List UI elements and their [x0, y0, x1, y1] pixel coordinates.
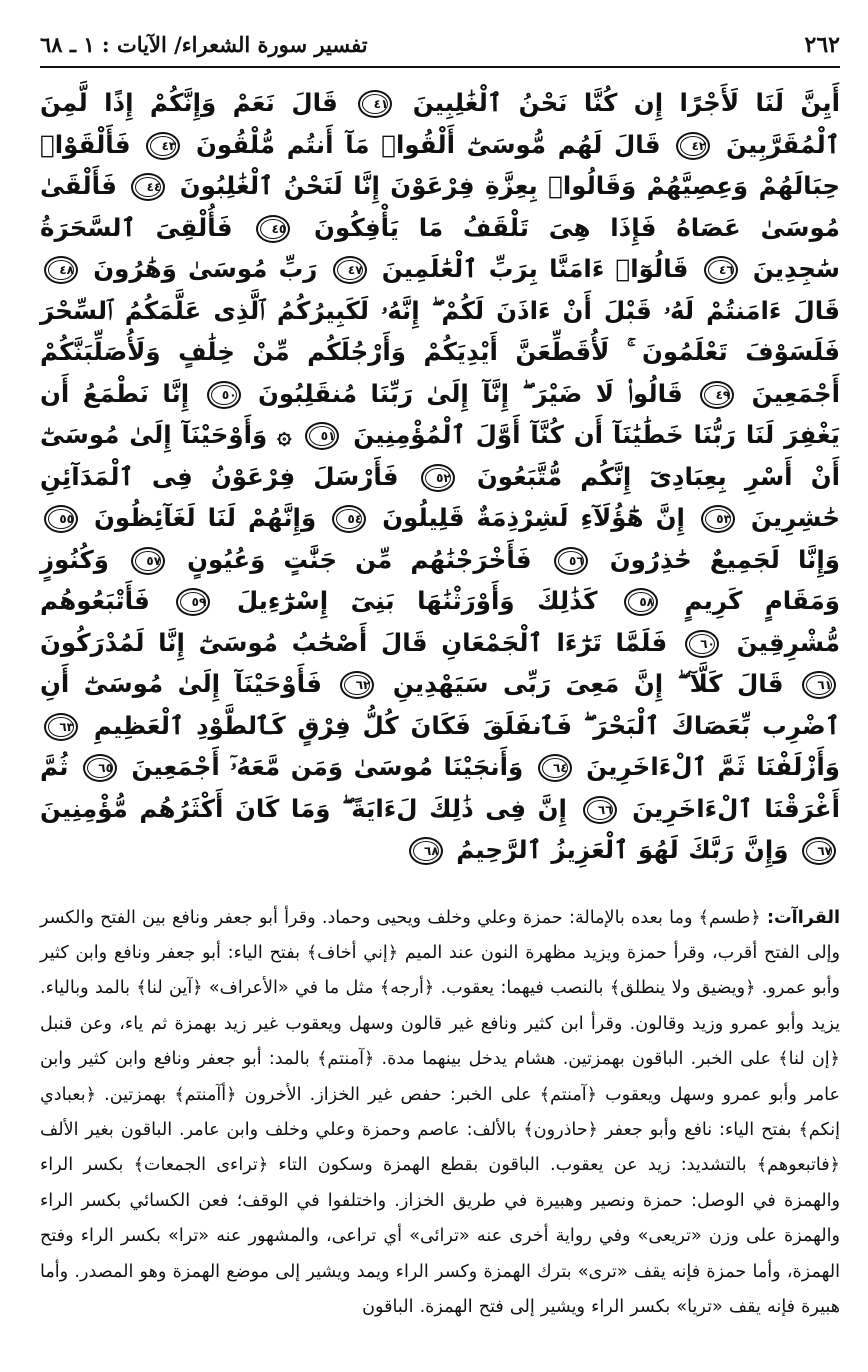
ayah-end-marker-icon: ٥٣	[701, 505, 735, 533]
ayah-end-marker-icon: ٤١	[358, 90, 392, 118]
ayah-text: ثُمَّ أَغْرَقْنَا ٱلْءَاخَرِينَ	[40, 752, 840, 823]
ayah-text: كَذَٰلِكَ وَأَوْرَثْنَٰهَا بَنِىٓ إِسْرَٰٓءِيلَ	[236, 586, 598, 615]
header-title: تفسير سورة الشعراء/ الآيات : ١ ـ ٦٨	[40, 32, 368, 57]
ayah-end-marker-icon: ٥١	[305, 422, 339, 450]
ayah-end-marker-icon: ٦٤	[538, 754, 572, 782]
ayah-text: قَالَ لَهُم مُّوسَىٰٓ أَلْقُوا۟ مَآ أَنتُم مُّلْقُونَ	[195, 129, 661, 159]
ayah-end-marker-icon: ٥٤	[332, 505, 366, 533]
ayah-end-marker-icon: ٤٥	[256, 215, 290, 243]
qiraat-label: القراآت:	[766, 907, 840, 928]
ayah-end-marker-icon: ٥٩	[176, 588, 210, 616]
qiraat-section	[40, 901, 840, 1326]
ayah-text: قَالَ نَعَمْ وَإِنَّكُمْ إِذًا لَّمِنَ ٱلْمُقَرَّبِينَ	[40, 88, 841, 159]
ayah-text: ۞ وَأَوْحَيْنَآ إِلَىٰ مُوسَىٰٓ أَنْ أَسْرِ بِعِبَادِىٓ إِنَّكُم مُّتَّبَعُونَ	[40, 420, 841, 491]
book-page	[40, 30, 840, 1340]
ayah-end-marker-icon: ٦٠	[685, 630, 719, 658]
ayah-text: وَإِنَّهُمْ لَنَا لَغَآئِظُونَ	[94, 503, 317, 532]
ayah-text: فَأَخْرَجْنَٰهُم مِّن جَنَّٰتٍ وَعُيُونٍ	[187, 544, 532, 574]
ayah-end-marker-icon: ٦٥	[83, 754, 117, 782]
ayah-text: وَأَزْلَفْنَا ثَمَّ ٱلْءَاخَرِينَ	[586, 752, 840, 781]
ayah-text: قَالُوٓا۟ ءَامَنَّا بِرَبِّ ٱلْعَٰلَمِينَ	[381, 254, 689, 283]
ayah-text: فَأُلْقِىَ ٱلسَّحَرَةُ سَٰجِدِينَ	[40, 212, 841, 283]
ayah-text: فَأَتْبَعُوهُم مُّشْرِقِينَ	[40, 586, 840, 657]
ayah-text: أَيِنَّ لَنَا لَأَجْرًا إِن كُنَّا نَحْنُ ٱلْغَٰلِبِينَ	[412, 88, 841, 117]
ayah-text: قَالَ كَلَّآ ۖ إِنَّ مَعِىَ رَبِّى سَيَهْدِينِ	[392, 669, 784, 698]
ayah-end-marker-icon: ٥٦	[554, 547, 588, 575]
quran-text	[40, 82, 840, 871]
running-header	[40, 30, 840, 68]
ayah-end-marker-icon: ٥٨	[624, 588, 658, 616]
ayah-end-marker-icon: ٦٢	[340, 671, 374, 699]
ayah-end-marker-icon: ٤٨	[44, 256, 78, 284]
ayah-end-marker-icon: ٤٣	[146, 132, 180, 160]
ayah-end-marker-icon: ٦٧	[802, 837, 836, 865]
ayah-end-marker-icon: ٦٦	[583, 796, 617, 824]
ayah-end-marker-icon: ٥٠	[207, 381, 241, 409]
ayah-end-marker-icon: ٥٥	[44, 505, 78, 533]
ayah-text: رَبِّ مُوسَىٰ وَهَٰرُونَ	[93, 254, 318, 283]
qiraat-paragraph: ﴿طسم﴾ وما بعده بالإمالة: حمزة وعلي وخلف ويحيى وحماد. وقرأ أبو جعفر ونافع بين الفتح والكسر وإلى الفتح أقرب، وقرأ حمزة ويزيد مظهرة النون عند الميم ﴿إني أخاف﴾ بفتح الياء: أبو جعفر ونافع وابن كثير وأبو عمرو. ﴿ويضيق ولا ينطلق﴾ بالنصب فيهما: يعقوب. ﴿أرجه﴾ مثل ما في «الأعراف» ﴿آين لنا﴾ بالمد وبالياء. يزيد وأبو عمرو وزيد وقالون. وقرأ ابن كثير ونافع غير قالون وسهل ويعقوب غير زيد بهمزة ثم ياء، وعن قنبل ﴿إن لنا﴾ على الخبر. الباقون بهمزتين. هشام يدخل بينهما مدة. ﴿آمنتم﴾ بالمد: أبو جعفر ونافع وابن كثير وابن عامر وأبو عمرو وسهل ويعقوب ﴿آمنتم﴾ على الخبر: حفص غير الخزاز. الأخرون ﴿أآمنتم﴾ بهمزتين. ﴿بعبادي إنكم﴾ بفتح الياء: نافع وأبو جعفر ﴿حاذرون﴾ بالألف: عاصم وحمزة وعلي وخلف وابن عامر. الباقون بغير الألف ﴿فاتبعوهم﴾ بالتشديد: زيد عن يعقوب. الباقون بقطع الهمزة وسكون التاء ﴿تراءى الجمعات﴾ بكسر الراء والهمزة في الوصل: حمزة ونصير وهبيرة في طريق الخزاز. واختلفوا في الوقف؛ فعن الكسائي بكسر الراء والهمزة على وزن «تريعى» وفي رواية أخرى عنه «ترائى» أي تراعى، والمشهور عنه «ترا» بكسر الراء وفتح الهمزة، وأما حمزة فإنه يقف «ترى» بترك الهمزة وكسر الراء ويمد ويشير إلى موضع الهمزة وهو المصدر. وأما هبيرة فإنه يقف «تريا» بكسر الراء ويشير إلى فتح الهمزة. الباقون	[40, 907, 840, 1317]
ayah-text: فَأَوْحَيْنَآ إِلَىٰ مُوسَىٰٓ أَنِ ٱضْرِب بِّعَصَاكَ ٱلْبَحْرَ ۖ فَٱنفَلَقَ فَكَانَ كُلُّ فِرْقٍ كَٱلطَّوْدِ ٱلْعَظِيمِ	[40, 669, 841, 740]
ayah-end-marker-icon: ٦٣	[44, 713, 78, 741]
ayah-text: وَإِنَّا لَجَمِيعٌ حَٰذِرُونَ	[609, 544, 840, 574]
ayah-text: فَأَلْقَىٰ مُوسَىٰ عَصَاهُ فَإِذَا هِىَ تَلْقَفُ مَا يَأْفِكُونَ	[40, 171, 840, 242]
ayah-text: فَأَرْسَلَ فِرْعَوْنُ فِى ٱلْمَدَآئِنِ حَٰشِرِينَ	[40, 461, 840, 532]
ayah-text: فَلَمَّا تَرَٰٓءَا ٱلْجَمْعَانِ قَالَ أَصْحَٰبُ مُوسَىٰٓ إِنَّا لَمُدْرَكُونَ	[40, 627, 668, 657]
ayah-end-marker-icon: ٤٩	[700, 381, 734, 409]
ayah-end-marker-icon: ٤٤	[131, 173, 165, 201]
ayah-text: وَإِنَّ رَبَّكَ لَهُوَ ٱلْعَزِيزُ ٱلرَّحِيمُ	[456, 835, 789, 864]
page-number: ٢٦٢	[804, 32, 840, 58]
ayah-text: إِنَّا نَطْمَعُ أَن يَغْفِرَ لَنَا رَبُّنَا خَطَٰيَٰنَآ أَن كُنَّآ أَوَّلَ ٱلْمُؤْمِنِينَ	[40, 378, 841, 449]
ayah-end-marker-icon: ٥٧	[131, 547, 165, 575]
ayah-end-marker-icon: ٤٢	[676, 132, 710, 160]
ayah-end-marker-icon: ٤٦	[704, 256, 738, 284]
ayah-end-marker-icon: ٦١	[802, 671, 836, 699]
ayah-text: قَالَ ءَامَنتُمْ لَهُۥ قَبْلَ أَنْ ءَاذَنَ لَكُمْ ۖ إِنَّهُۥ لَكَبِيرُكُمُ ٱلَّذِى عَلَّمَكُمُ ٱلسِّحْرَ فَلَسَوْفَ تَعْلَمُونَ ۚ لَأُقَطِّعَنَّ أَيْدِيَكُمْ وَأَرْجُلَكُم مِّنْ خِلَٰفٍ وَلَأُصَلِّبَنَّكُمْ أَجْمَعِينَ	[40, 295, 841, 408]
ayah-text: فَأَلْقَوْا۟ حِبَالَهُمْ وَعِصِيَّهُمْ وَقَالُوا۟ بِعِزَّةِ فِرْعَوْنَ إِنَّا لَنَحْنُ ٱلْغَٰلِبُونَ	[40, 129, 841, 200]
ayah-end-marker-icon: ٤٧	[333, 256, 367, 284]
ayah-text: قَالُوا۟ لَا ضَيْرَ ۖ إِنَّآ إِلَىٰ رَبِّنَا مُنقَلِبُونَ	[258, 378, 683, 408]
ayah-text: وَكُنُوزٍ وَمَقَامٍ كَرِيمٍ	[40, 544, 841, 615]
ayah-end-marker-icon: ٥٢	[421, 464, 455, 492]
ayah-text: إِنَّ هَٰٓؤُلَآءِ لَشِرْذِمَةٌ قَلِيلُونَ	[382, 503, 685, 532]
ayah-text: وَأَنجَيْنَا مُوسَىٰ وَمَن مَّعَهُۥٓ أَجْمَعِينَ	[131, 752, 524, 781]
ayah-text: إِنَّ فِى ذَٰلِكَ لَءَايَةً ۖ وَمَا كَانَ أَكْثَرُهُم مُّؤْمِنِينَ	[40, 793, 567, 823]
ayah-end-marker-icon: ٦٨	[409, 837, 443, 865]
